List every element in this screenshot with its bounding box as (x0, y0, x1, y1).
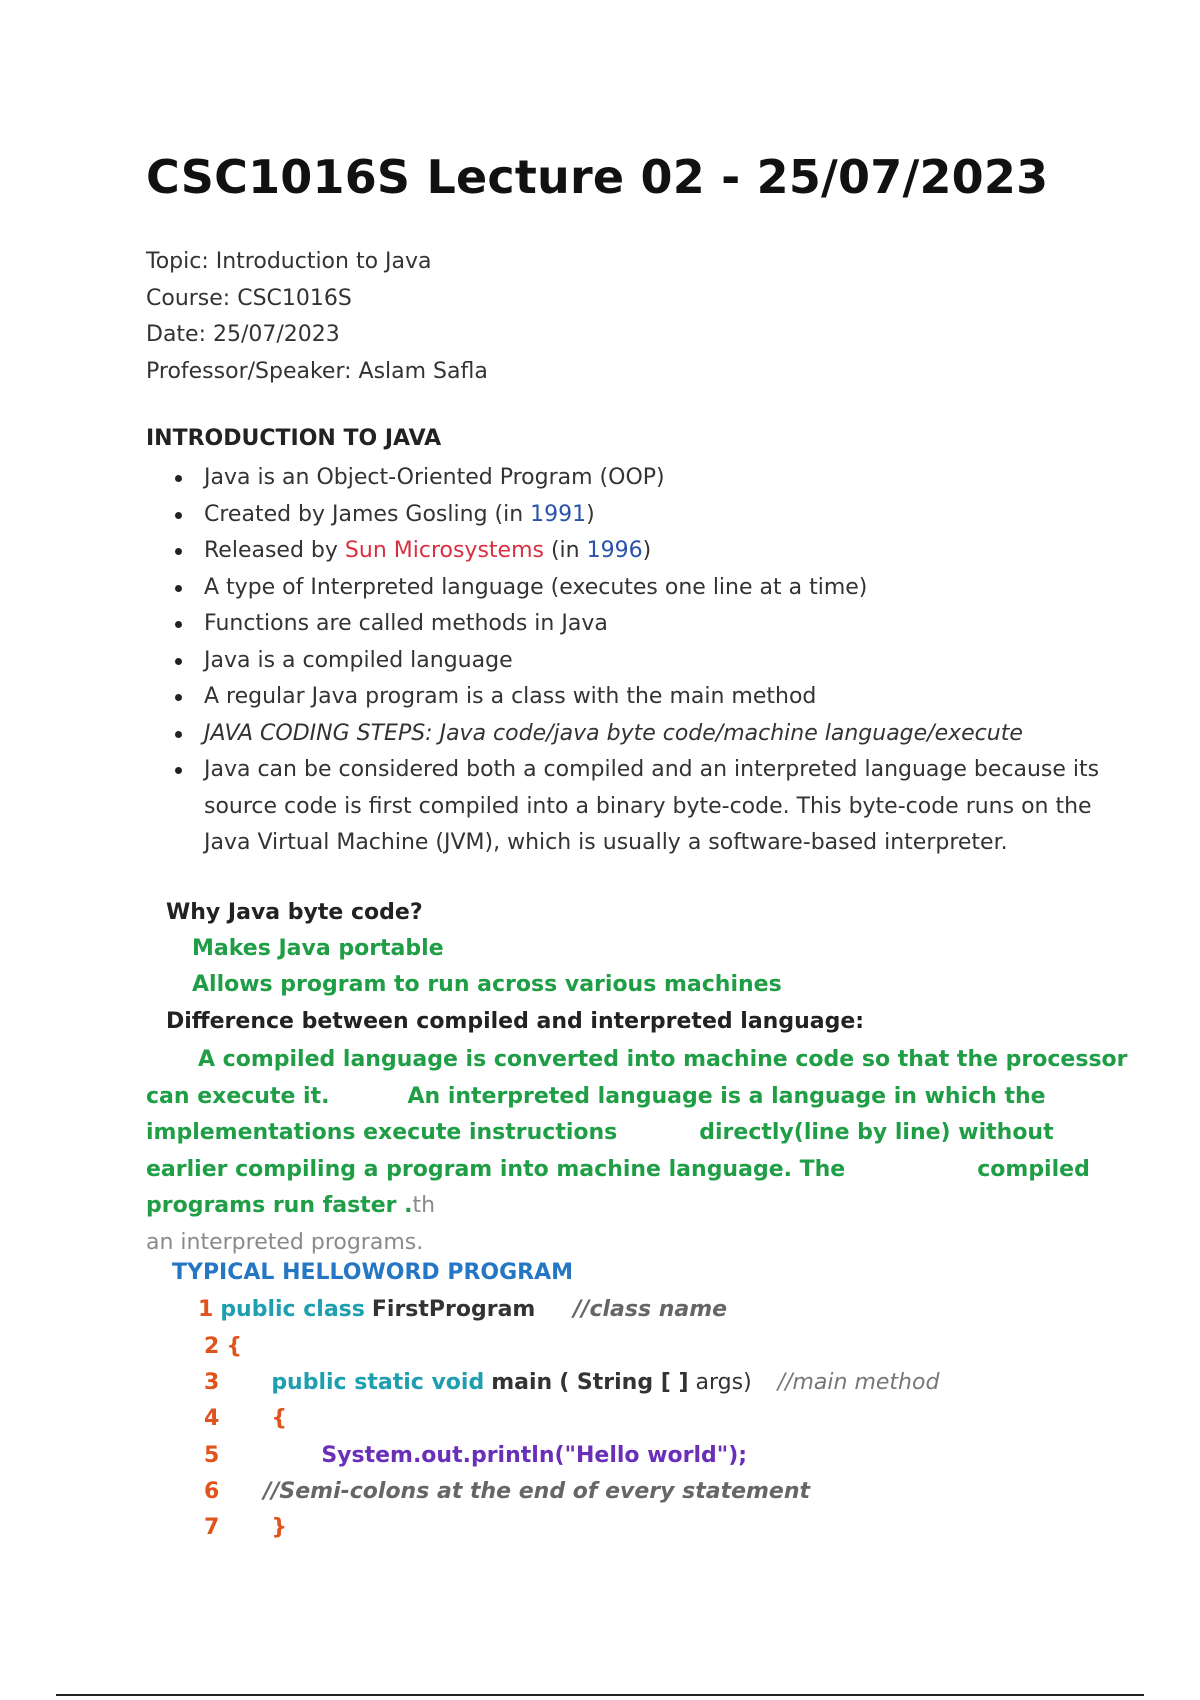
list-item: JAVA CODING STEPS: Java code/java byte code/machine language/execute (204, 716, 1104, 753)
list-item: Created by James Gosling (in 1991) (204, 497, 1104, 534)
line-number: 7 (204, 1515, 220, 1540)
bullet-list (146, 460, 1104, 862)
bytecode-answer-2: Allows program to run across various machines (192, 972, 782, 997)
line-number: 1 (198, 1297, 214, 1322)
meta-date: Date: 25/07/2023 (146, 322, 340, 347)
line-number: 2 (204, 1334, 220, 1359)
meta-topic: Topic: Introduction to Java (146, 249, 432, 274)
company-name: Sun Microsystems (344, 538, 544, 563)
list-item: Java can be considered both a compiled and an interpreted language because its source code is first compiled into a binary byte-code. This byte-code runs on the Java Virtual Machine (JVM), which is usually a software-based interpreter. (204, 752, 1104, 862)
why-bytecode-heading: Why Java byte code? (166, 900, 423, 925)
meta-professor: Professor/Speaker: Aslam Safla (146, 358, 488, 384)
line-number: 3 (204, 1370, 220, 1395)
meta-course: Course: CSC1016S (146, 285, 352, 311)
difference-heading: Difference between compiled and interpreted language: (166, 1009, 865, 1034)
lecture-metadata (146, 244, 488, 390)
code-line-7: 7 } (204, 1515, 287, 1540)
page-divider (56, 1694, 1144, 1696)
list-item: A regular Java program is a class with the main method (204, 679, 1104, 716)
code-line-1: 1 public class FirstProgram //class name (198, 1297, 728, 1322)
list-item: Java is an Object-Oriented Program (OOP) (204, 460, 1104, 497)
line-number: 6 (204, 1479, 220, 1504)
list-item: Released by Sun Microsystems (in 1996) (204, 533, 1104, 570)
page-title: CSC1016S Lecture 02 - 25/07/2023 (146, 150, 1049, 204)
code-line-6: 6 //Semi-colons at the end of every statement (204, 1479, 811, 1504)
list-item: Java is a compiled language (204, 643, 1104, 680)
year-1996: 1996 (586, 538, 643, 563)
line-number: 4 (204, 1406, 220, 1431)
year-1991: 1991 (530, 501, 587, 527)
list-item: A type of Interpreted language (executes one line at a time) (204, 570, 1104, 607)
difference-paragraph: A compiled language is converted into machine code so that the processor can execute it. An interpreted language is a language in which the implementations execute instructions directly(line by line) without earlier compiling a program into machine language. The compiled programs run faster .th an interpreted programs. (146, 1047, 1128, 1255)
bytecode-answer-1: Makes Java portable (192, 936, 444, 961)
program-heading: TYPICAL HELLOWORD PROGRAM (172, 1260, 574, 1285)
code-line-4: 4 { (204, 1406, 287, 1431)
code-line-2: 2 { (204, 1334, 242, 1359)
line-number: 5 (204, 1443, 220, 1468)
code-line-5: 5 System.out.println("Hello world"); (204, 1443, 748, 1468)
list-item: Functions are called methods in Java (204, 606, 1104, 643)
section-heading: INTRODUCTION TO JAVA (146, 426, 442, 451)
code-line-3: 3 public static void main ( String [ ] args) //main method (204, 1370, 940, 1395)
